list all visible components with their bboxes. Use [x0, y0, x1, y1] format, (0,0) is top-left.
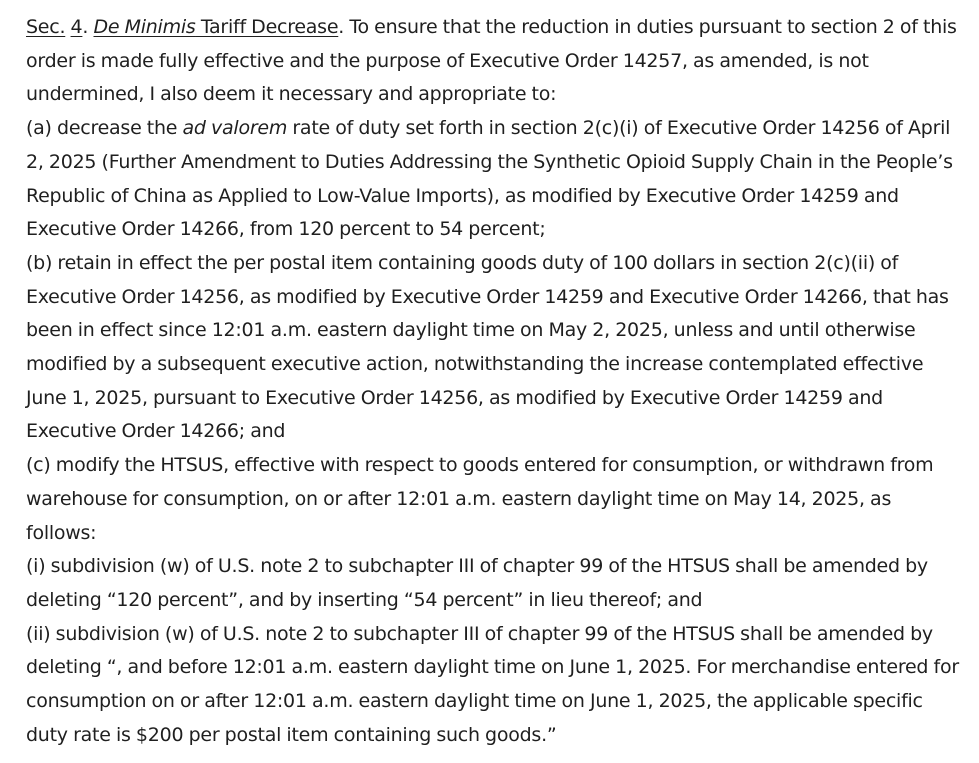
item-a-rest: rate of duty set forth in section 2(c)(i) of Executive Order 14256 of April 2, 2025 (Further Amendment to Duties Addressing the Synthetic Opioid Supply Chain in the People’s Republic of China as Applied to Low-Value Imports), as modified by Executive Order 14259 and Executive Order 14266, from 120 percent to 54 percent;	[26, 117, 953, 241]
item-c-i: (i) subdivision (w) of U.S. note 2 to subchapter III of chapter 99 of the HTSUS shall be amended by deleting “120 percent”, and by inserting “54 percent” in lieu thereof; and	[26, 555, 928, 611]
item-b: (b) retain in effect the per postal item containing goods duty of 100 dollars in section 2(c)(ii) of Executive Order 14256, as modified by Executive Order 14259 and Executive Order 14266, that has been in effect since 12:01 a.m. eastern daylight time on May 2, 2025, unless and until otherwise modified by a subsequent executive action, notwithstanding the increase contemplated effective June 1, 2025, pursuant to Executive Order 14256, as modified by Executive Order 14259 and Executive Order 14266; and	[26, 251, 949, 443]
section-heading-italic: De Minimis	[93, 16, 196, 38]
section-heading-rest: Tariff Decrease	[195, 16, 339, 38]
section-intro: . To ensure that the reduction in duties pursuant to section 2 of this order is made fully effective and the purpose of Executive Order 14257, as amended, is not undermined, I also deem it necessary and appropriate to:	[26, 16, 957, 106]
item-a-lead: (a) decrease the	[26, 117, 183, 140]
item-a	[26, 112, 959, 247]
section-4-paragraph: Sec. 4. De Minimis Tariff Decrease. To ensure that the reduction in duties pursuant to section 2 of this order is made fully effective and the purpose of Executive Order 14257, as amended, is not undermined, I also deem it necessary and appropriate to:	[26, 16, 957, 106]
item-a-italic: ad valorem	[182, 117, 288, 140]
section-label: Sec.	[26, 16, 66, 38]
item-c-ii: (ii) subdivision (w) of U.S. note 2 to subchapter III of chapter 99 of the HTSUS shall be amended by deleting “, and before 12:01 a.m. eastern daylight time on June 1, 2025. For merchandise entered for consumption on or after 12:01 a.m. eastern daylight time on June 1, 2025, the applicable specific duty rate is $200 per postal item containing such goods.”	[26, 622, 959, 746]
item-c: (c) modify the HTSUS, effective with respect to goods entered for consumption, or withdrawn from warehouse for consumption, on or after 12:01 a.m. eastern daylight time on May 14, 2025, as follows:	[26, 454, 934, 544]
section-number: 4	[70, 16, 83, 38]
section-heading	[93, 16, 338, 38]
